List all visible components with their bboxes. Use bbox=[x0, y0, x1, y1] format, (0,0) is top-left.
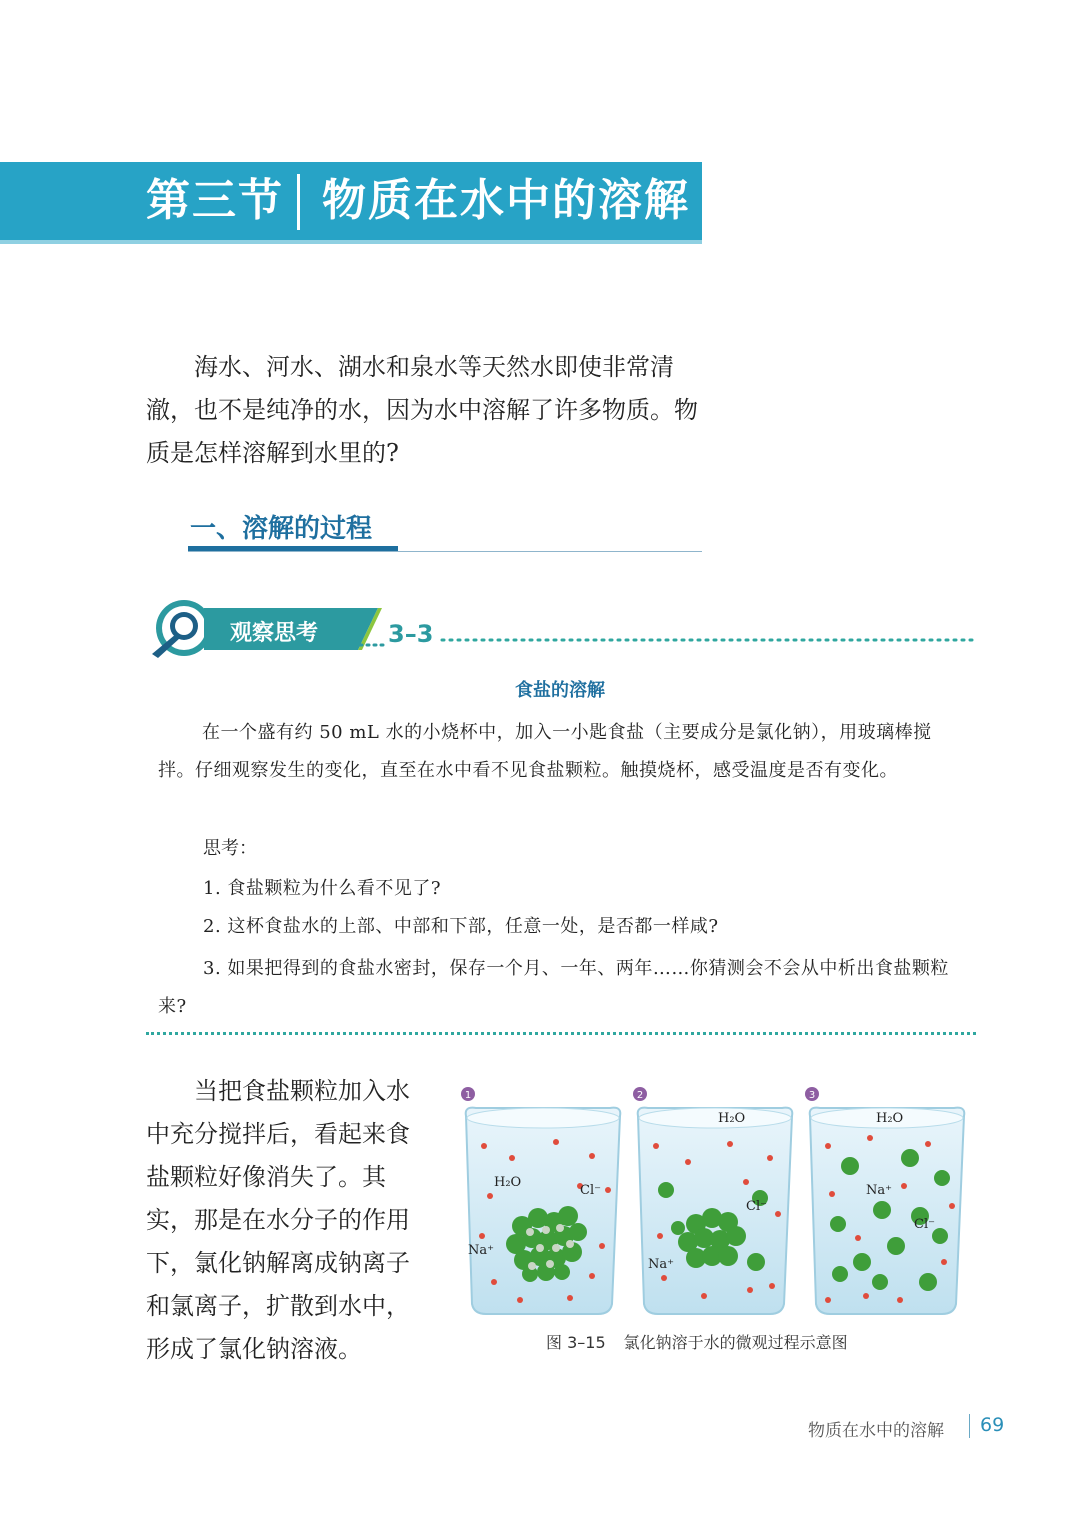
footer-chapter-title: 物质在水中的溶解 bbox=[808, 1421, 944, 1441]
heading-rule bbox=[188, 551, 702, 552]
footer-divider bbox=[969, 1414, 970, 1438]
section-title: 物质在水中的溶解 bbox=[322, 175, 690, 226]
activity-number: 3–3 bbox=[388, 620, 434, 648]
label-cl-2: Cl⁻ bbox=[746, 1199, 767, 1214]
activity-end-rule bbox=[146, 1032, 976, 1035]
section-divider bbox=[297, 174, 300, 230]
magnifier-icon bbox=[152, 600, 212, 658]
label-na-1: Na⁺ bbox=[468, 1243, 494, 1258]
question-3: 3. 如果把得到的食盐水密封，保存一个月、一年、两年……你猜测会不会从中析出食盐颗粒来? bbox=[158, 958, 949, 1017]
think-label: 思考： bbox=[203, 838, 257, 859]
label-na-3: Na⁺ bbox=[866, 1183, 892, 1198]
figure-caption bbox=[546, 1330, 848, 1353]
section-banner-underline bbox=[0, 240, 702, 244]
nacl-dissolving-figure bbox=[460, 1086, 980, 1330]
activity-procedure: 在一个盛有约 50 mL 水的小烧杯中，加入一小匙食盐（主要成分是氯化钠），用玻璃棒搅拌。仔细观察发生的变化，直至在水中看不见食盐颗粒。触摸烧杯，感受温度是否有变化。 bbox=[158, 722, 932, 781]
activity-label: 观察思考 bbox=[230, 621, 319, 646]
label-h2o-2: H₂O bbox=[718, 1111, 746, 1126]
caption-number: 图 3–15 bbox=[546, 1333, 606, 1352]
explanation-paragraph: 当把食盐颗粒加入水中充分搅拌后，看起来食盐颗粒好像消失了。其实，那是在水分子的作用下，氯化钠解离成钠离子和氯离子，扩散到水中，形成了氯化钠溶液。 bbox=[146, 1077, 410, 1363]
label-h2o-1: H₂O bbox=[494, 1175, 522, 1190]
caption-text: 氯化钠溶于水的微观过程示意图 bbox=[623, 1333, 848, 1352]
intro-paragraph: 海水、河水、湖水和泉水等天然水即使非常清澈，也不是纯净的水，因为水中溶解了许多物质。物质是怎样溶解到水里的? bbox=[146, 353, 698, 467]
step-3-label: 3 bbox=[808, 1090, 816, 1101]
section-number: 第三节 bbox=[146, 175, 284, 226]
activity-title: 食盐的溶解 bbox=[515, 680, 605, 701]
label-cl-3: Cl⁻ bbox=[914, 1217, 935, 1232]
step-2-label: 2 bbox=[636, 1090, 644, 1101]
question-2: 2. 这杯食盐水的上部、中部和下部，任意一处，是否都一样咸? bbox=[203, 916, 719, 937]
subsection-heading: 一、溶解的过程 bbox=[190, 514, 373, 544]
page-number: 69 bbox=[980, 1414, 1005, 1436]
question-1: 1. 食盐颗粒为什么看不见了? bbox=[203, 878, 442, 899]
label-h2o-3: H₂O bbox=[876, 1111, 904, 1126]
label-na-2: Na⁺ bbox=[648, 1257, 674, 1272]
step-1-label: 1 bbox=[464, 1090, 472, 1101]
label-cl-1: Cl⁻ bbox=[580, 1183, 601, 1198]
